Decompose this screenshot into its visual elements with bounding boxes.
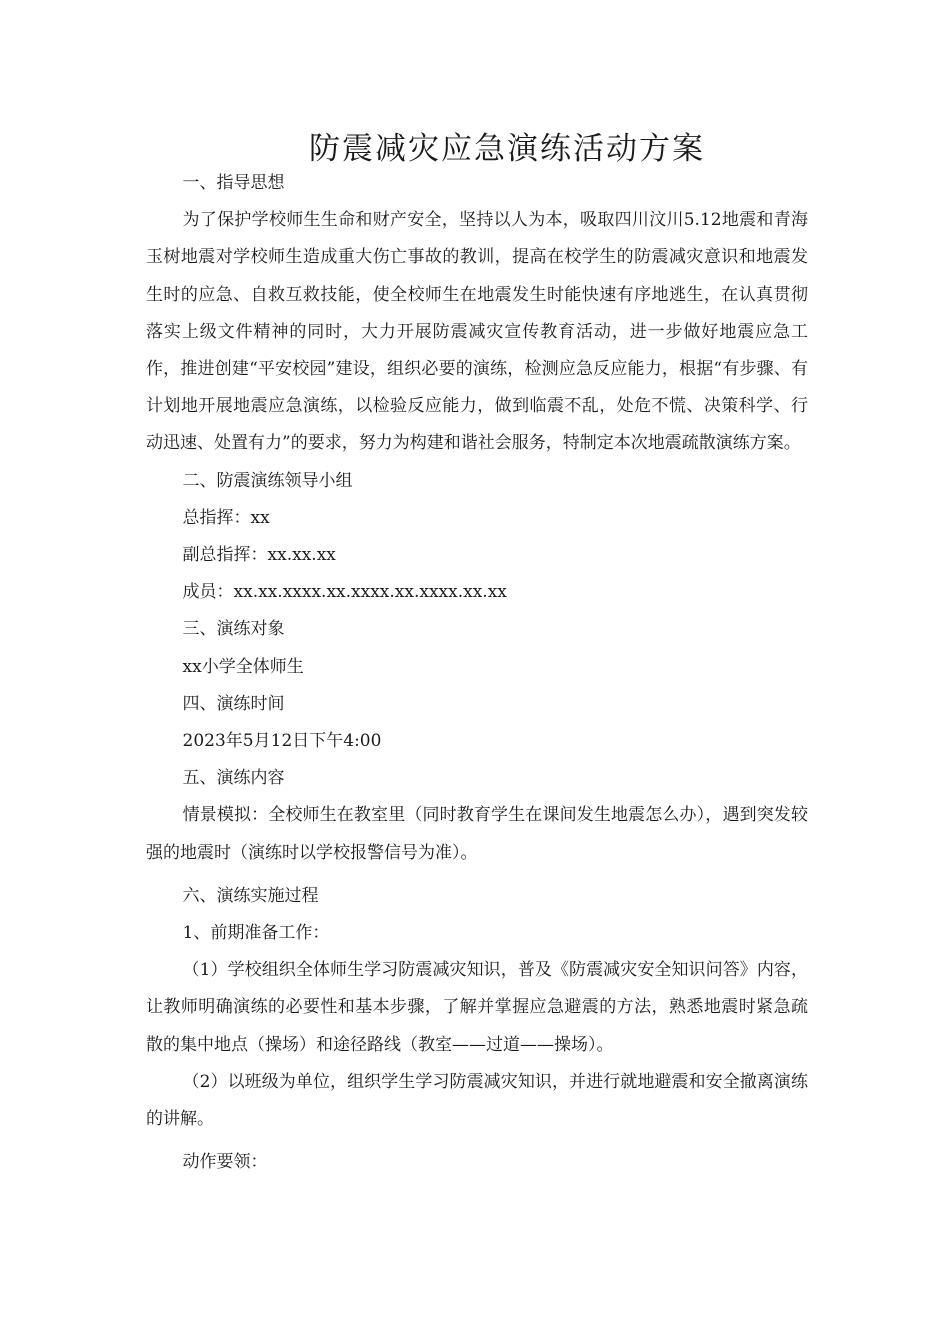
document-title: 防震减灾应急演练活动方案: [309, 130, 705, 167]
drill-target-text: xx小学全体师生: [182, 656, 304, 677]
section-heading-drill-process: 六、演练实施过程: [182, 885, 319, 906]
drill-content-text: 情景模拟：全校师生在教室里（同时教育学生在课间发生地震怎么办），遇到突发较强的地震时（演练时以学校报警信号为准）。: [146, 805, 808, 863]
paragraph-guiding-ideology: 为了保护学校师生生命和财产安全，坚持以人为本，吸取四川汶川5.12地震和青海玉树地震对学校师生造成重大伤亡事故的教训，提高在校学生的防震减灾意识和地震发生时的应急、自救互救技能，使全校师生在地震发生时能快速有序地逃生，在认真贯彻落实上级文件精神的同时，大力开展防震减灾宣传教育活动，进一步做好地震应急工作，推进创建“平安校园”建设，组织必要的演练，检测应急反应能力，根据“有步骤、有计划地开展地震应急演练，以检验反应能力，做到临震不乱，处危不慌、决策科学、行动迅速、处置有力”的要求，努力为构建和谐社会服务，特制定本次地震疏散演练方案。: [146, 210, 808, 454]
deputy-commander-line: 副总指挥：xx.xx.xx: [182, 545, 336, 566]
commander-line: 总指挥：xx: [182, 507, 270, 528]
action-essentials-label: 动作要领：: [182, 1152, 268, 1173]
document-body: [146, 165, 808, 1181]
section-heading-leadership-group: 二、防震演练领导小组: [182, 470, 353, 491]
section-heading-guiding-ideology: 一、指导思想: [182, 173, 285, 193]
preparation-item-2: （2）以班级为单位，组织学生学习防震减灾知识，并进行就地避震和安全撤离演练的讲解。: [146, 1071, 808, 1130]
preparation-heading: 1、前期准备工作：: [182, 923, 330, 944]
drill-time-text: 2023年5月12日下午4:00: [182, 731, 382, 752]
members-line: 成员：xx.xx.xxxx.xx.xxxx.xx.xxxx.xx.xx: [182, 582, 507, 603]
section-heading-drill-content: 五、演练内容: [182, 768, 285, 789]
section-heading-drill-time: 四、演练时间: [182, 693, 285, 714]
preparation-item-1: （1）学校组织全体师生学习防震减灾知识，普及《防震减灾安全知识问答》内容，让教师明确演练的必要性和基本步骤，了解并掌握应急避震的方法，熟悉地震时紧急疏散的集中地点（操场）和途径路线（教室——过道——操场）。: [146, 960, 808, 1055]
section-heading-drill-target: 三、演练对象: [182, 619, 285, 640]
